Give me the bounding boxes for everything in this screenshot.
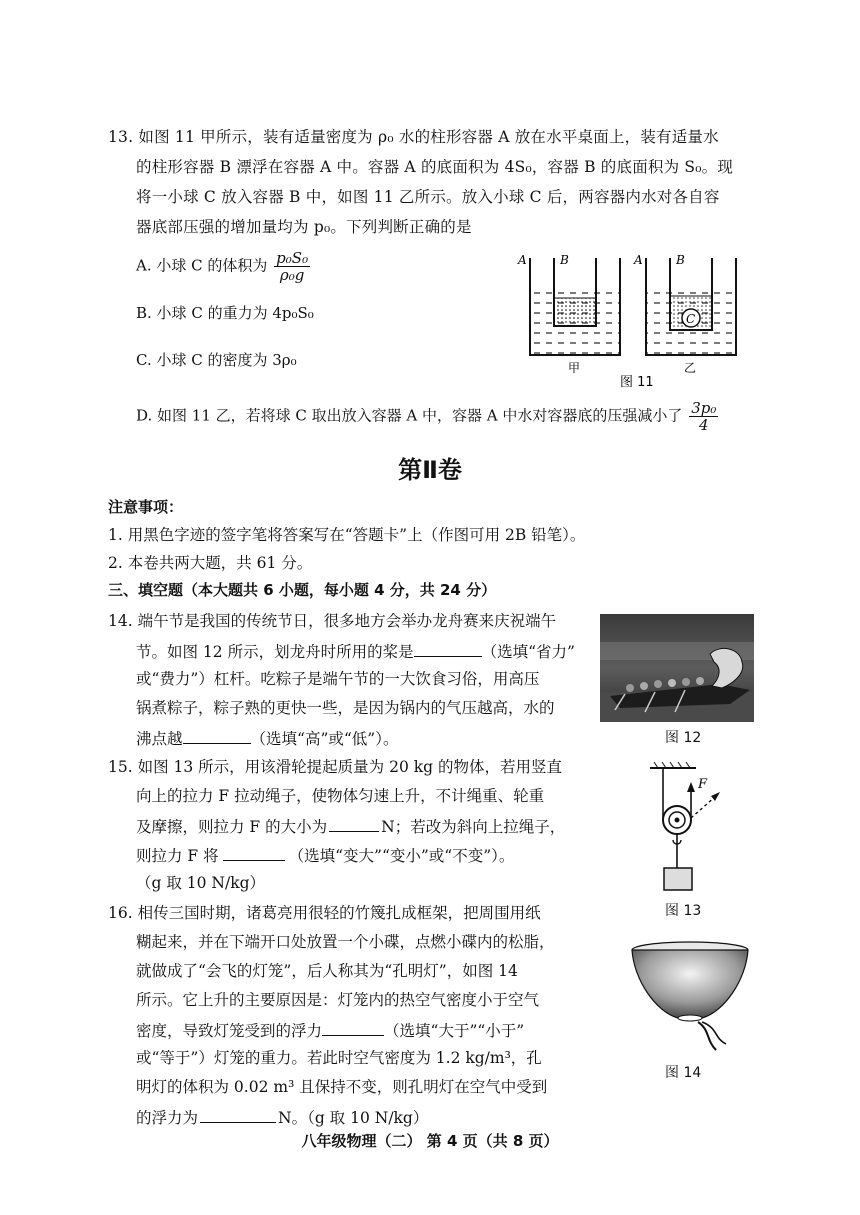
q16-text-5a: 密度，导致灯笼受到的浮力 [136, 1022, 323, 1040]
q13-option-a [136, 250, 310, 283]
figure-11-right [633, 253, 736, 375]
q14-line-5 [136, 727, 398, 749]
q15-text-4a: 则拉力 F 将 [136, 847, 219, 865]
fraction-numerator: p₀S₀ [276, 249, 309, 267]
kongming-lantern-figure [628, 940, 754, 1060]
fraction-numerator: 3p₀ [691, 399, 717, 417]
q15-line-5: （g 取 10 N/kg） [136, 874, 266, 892]
q13-line-4: 器底部压强的增加量均为 p₀。下列判断正确的是 [136, 218, 472, 236]
q14-text-5a: 沸点越 [136, 730, 183, 748]
q15-blank-1[interactable] [329, 815, 379, 832]
fraction-denominator: ρ₀g [279, 266, 305, 284]
q16-blank-2[interactable] [200, 1106, 276, 1123]
notice-heading: 注意事项： [108, 498, 184, 516]
fraction-denominator: 4 [699, 416, 709, 434]
q14-text-2a: 节。如图 12 所示，划龙舟时所用的桨是 [136, 643, 414, 661]
figure-11-caption: 图 11 [620, 375, 654, 390]
q13-option-d-fraction [689, 400, 718, 433]
q14-line-2 [136, 640, 575, 662]
page-footer: 八年级物理（二） 第 4 页（共 8 页） [301, 1132, 559, 1150]
q15-line-2: 向上的拉力 F 拉动绳子，使物体匀速上升，不计绳重、轮重 [136, 787, 545, 805]
q13-line-2: 的柱形容器 B 漂浮在容器 A 中。容器 A 的底面积为 4S₀，容器 B 的底面积为 S₀。现 [136, 158, 734, 176]
q15-text-3a: 及摩擦，则拉力 F 的大小为 [136, 818, 328, 836]
label-a-left: A [518, 253, 527, 267]
force-label-f: F [698, 777, 708, 792]
q14-text-5b: （选填“高”或“低”）。 [250, 730, 399, 748]
q15-text-4b: （选填“变大”“变小”或“不变”）。 [288, 847, 515, 865]
dragon-boat-photo [600, 614, 754, 722]
q16-line-1: 16. 相传三国时期，诸葛亮用很轻的竹篾扎成框架，把周围用纸 [108, 904, 541, 922]
q13-option-a-text: A. 小球 C 的体积为 [136, 256, 268, 275]
figure-13-caption: 图 13 [665, 903, 702, 919]
part-3-heading: 三、填空题（本大题共 6 小题，每小题 4 分，共 24 分） [108, 581, 497, 599]
sublabel-yi: 乙 [684, 361, 697, 375]
q13-option-b: B. 小球 C 的重力为 4p₀S₀ [136, 304, 314, 322]
label-a-right: A [634, 253, 643, 267]
notice-item-2: 2. 本卷共两大题，共 61 分。 [108, 554, 313, 572]
q15-line-1: 15. 如图 13 所示，用该滑轮提起质量为 20 kg 的物体，若用竖直 [108, 758, 562, 776]
notice-item-1: 1. 用黑色字迹的签字笔将答案写在“答题卡”上（作图可用 2B 铅笔）。 [108, 526, 586, 544]
q16-blank-1[interactable] [322, 1019, 384, 1036]
sublabel-jia: 甲 [568, 361, 581, 375]
q16-text-8b: N。（g 取 10 N/kg） [278, 1109, 429, 1127]
q14-line-1: 14. 端午节是我国的传统节日，很多地方会举办龙舟赛来庆祝端午 [108, 612, 557, 630]
figure-11-left [517, 253, 620, 375]
figure-12-caption: 图 12 [665, 730, 702, 746]
q16-line-7: 明灯的体积为 0.02 m³ 且保持不变，则孔明灯在空气中受到 [136, 1078, 548, 1096]
label-c: C [686, 312, 696, 326]
label-b-left: B [560, 253, 569, 267]
q14-text-2b: （选填“省力” [481, 643, 575, 661]
figure-11-containers [508, 248, 748, 393]
q13-option-d-text: D. 如图 11 乙，若将球 C 取出放入容器 A 中，容器 A 中水对容器底的压强减小了 [136, 406, 683, 425]
q15-blank-2[interactable] [223, 844, 285, 861]
q15-text-3b: N；若改为斜向上拉绳子， [381, 818, 566, 836]
q13-option-d [136, 400, 718, 433]
section-title: 第Ⅱ卷 [398, 456, 462, 484]
label-b-right: B [676, 253, 685, 267]
q15-line-4 [136, 844, 514, 866]
q14-blank-2[interactable] [183, 727, 251, 744]
q16-line-4: 所示。它上升的主要原因是：灯笼内的热空气密度小于空气 [136, 991, 540, 1009]
q16-text-8a: 的浮力为 [136, 1109, 199, 1127]
q13-option-a-fraction [274, 250, 310, 283]
q16-line-6: 或“等于”）灯笼的重力。若此时空气密度为 1.2 kg/m³，孔 [136, 1049, 542, 1067]
q13-line-3: 将一小球 C 放入容器 B 中，如图 11 乙所示。放入小球 C 后，两容器内水对各自容 [136, 188, 720, 206]
q14-line-4: 锅煮粽子，粽子熟的更快一些，是因为锅内的气压越高，水的 [136, 699, 555, 717]
q16-line-5 [136, 1019, 524, 1041]
q13-line-1 [108, 127, 719, 147]
figure-14-caption: 图 14 [665, 1065, 702, 1081]
q13-number: 13. [108, 128, 134, 146]
q16-line-8 [136, 1106, 428, 1128]
q13-option-c: C. 小球 C 的密度为 3ρ₀ [136, 351, 297, 369]
q14-blank-1[interactable] [414, 640, 482, 657]
q16-text-5b: （选填“大于”“小于” [384, 1022, 525, 1040]
q16-line-3: 就做成了“会飞的灯笼”，后人称其为“孔明灯”，如图 14 [136, 962, 518, 980]
pulley-diagram [648, 760, 728, 898]
q14-line-3: 或“费力”）杠杆。吃粽子是端午节的一大饮食习俗，用高压 [136, 670, 540, 688]
q15-line-3 [136, 815, 565, 837]
q13-text-1: 如图 11 甲所示，装有适量密度为 ρ₀ 水的柱形容器 A 放在水平桌面上，装有适量水 [138, 128, 719, 146]
q16-line-2: 糊起来，并在下端开口处放置一个小碟，点燃小碟内的松脂， [136, 933, 555, 951]
